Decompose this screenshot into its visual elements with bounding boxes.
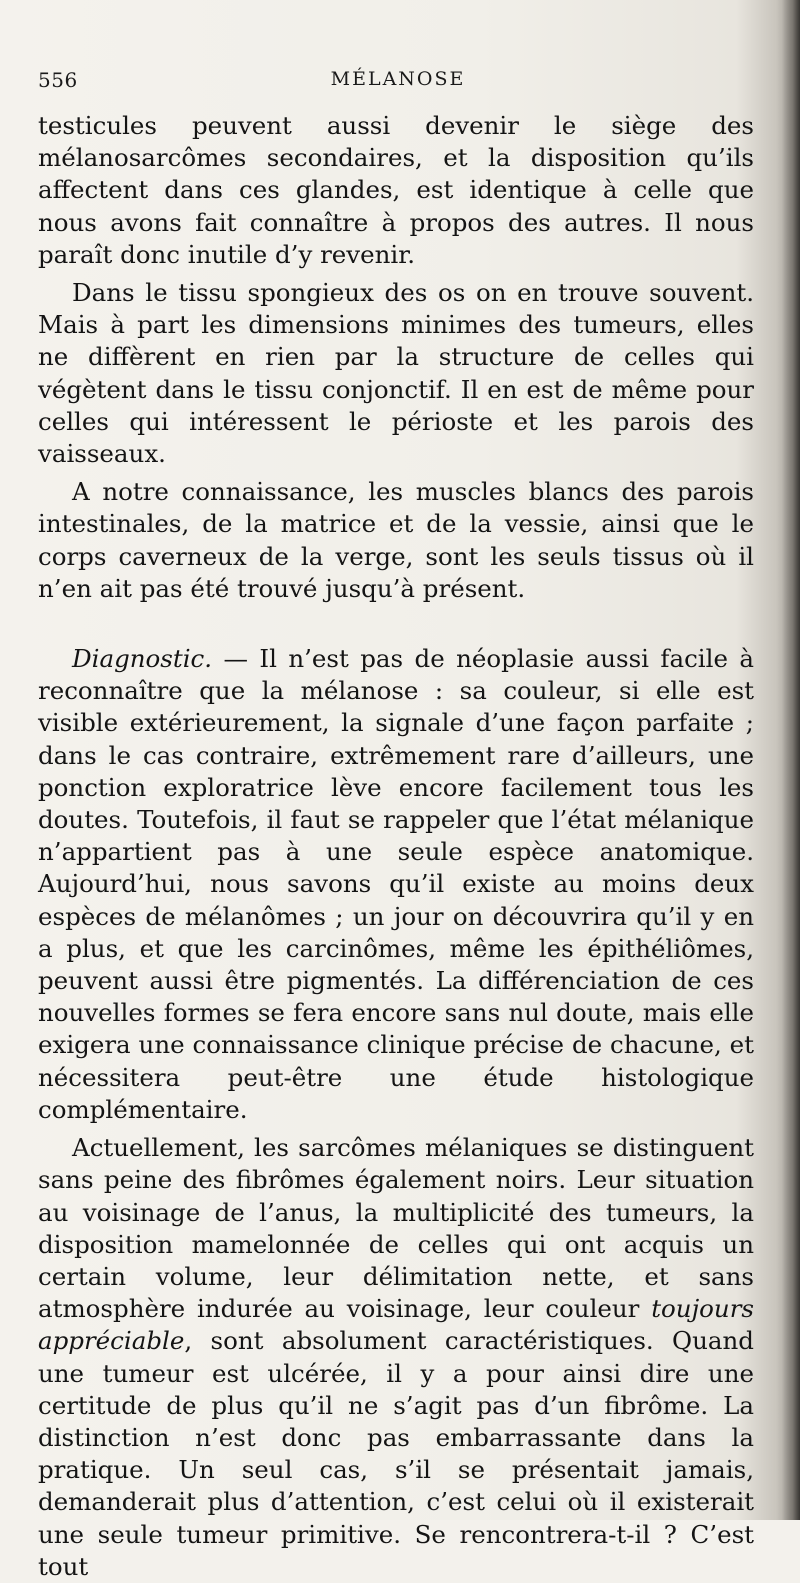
sarcomes-text-after: , sont absolument caractéristiques. Quand une tumeur est ulcérée, il y a pour ainsi dire une certitude de plus qu’il ne s’agit pas d’un fibrôme. La distinction n’est donc pas embarrassante dans la pratique. Un seul cas, s’il se présentait jamais, demanderait plus d’attention, c’est celui où il existerait une seule tumeur primitive. Se rencontrera-t-il ? C’est tout xyxy=(38,1326,754,1581)
body-text xyxy=(38,110,754,1583)
section-heading-diagnostic: Diagnostic. xyxy=(72,644,213,674)
running-head: MÉLANOSE xyxy=(330,68,466,90)
paragraph-muscles: A notre connaissance, les muscles blancs des parois intestinales, de la matrice et de la vessie, ainsi que le corps caverneux de la verge, sont les seuls tissus où il n’en ait pas été trouvé jusqu’à présent. xyxy=(38,477,754,603)
diagnostic-text: — Il n’est pas de néoplasie aussi facile à reconnaître que la mélanose : sa couleur, si elle est visible extérieurement, la signale d’une façon parfaite ; dans le cas contraire, extrêmement rare d’ailleurs, une ponction exploratrice lève encore facilement tous les doutes. Toutefois, il faut se rappeler que l’état mélanique n’appartient pas à une seule espèce anatomique. Aujourd’hui, nous savons qu’il existe au moins deux espèces de mélanômes ; un jour on découvrira qu’il y en a plus, et que les carcinômes, même les épithéliômes, peuvent aussi être pigmentés. La différenciation de ces nouvelles formes se fera encore sans nul doute, mais elle exigera une connaissance clinique précise de chacune, et nécessitera peut-être une étude histologique complémentaire. xyxy=(38,644,754,1124)
paragraph-continuation: testicules peuvent aussi devenir le siège des mélanosarcômes secondaires, et la disposition qu’ils affectent dans ces glandes, est identique à celle que nous avons fait connaître à propos des autres. Il nous paraît donc inutile d’y revenir. xyxy=(38,111,754,269)
sarcomes-italic-phrase: toujours appréciable xyxy=(38,1294,754,1356)
paragraph-sarcomes xyxy=(38,1132,754,1583)
paragraph-bone-tissue: Dans le tissu spongieux des os on en trouve souvent. Mais à part les dimensions minimes des tumeurs, elles ne diffèrent en rien par la structure de celles qui végètent dans le tissu conjonctif. Il en est de même pour celles qui intéressent le périoste et les parois des vaisseaux. xyxy=(38,278,754,469)
paragraph-diagnostic xyxy=(38,643,754,1126)
page-number: 556 xyxy=(38,68,78,92)
sarcomes-text-before: Actuellement, les sarcômes mélaniques se distinguent sans peine des fibrômes également noirs. Leur situation au voisinage de l’anus, la multiplicité des tumeurs, la disposition mamelonnée de celles qui ont acquis un certain volume, leur délimitation nette, et sans atmosphère indurée au voisinage, leur couleur xyxy=(38,1133,754,1324)
page-header xyxy=(38,64,758,94)
page-gutter-shadow xyxy=(782,0,800,1520)
